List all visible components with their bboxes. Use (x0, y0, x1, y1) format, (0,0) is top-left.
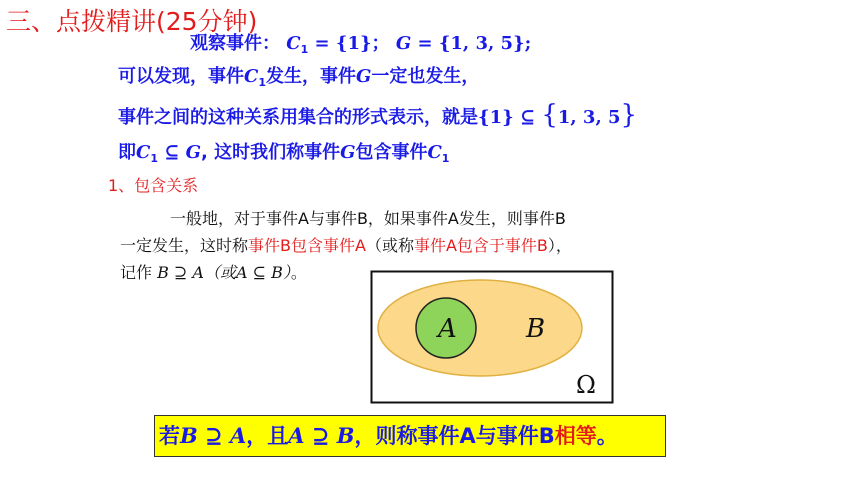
section-heading: 1、包含关系 (108, 176, 199, 195)
definition-text-a: 一定发生，这时称 (120, 236, 249, 255)
c-subscript: 1 (441, 152, 450, 165)
c-symbol: C (136, 142, 151, 163)
summary-formula-1: B ⊇ A (180, 423, 247, 448)
observe-line (190, 29, 531, 56)
notation-formula: B ⊇ A（或A ⊆ B） (157, 263, 291, 282)
label-b: B (526, 314, 546, 344)
slide-title: 三、点拨精讲(25分钟) (6, 7, 258, 36)
summary-box (154, 415, 666, 457)
conclusion-text-2: 包含事件 (355, 142, 428, 163)
brace-close: } (620, 100, 638, 130)
set-relation-text: 事件之间的这种关系用集合的形式表示，就是 (118, 107, 478, 128)
summary-prefix: 若 (159, 424, 180, 448)
summary-end: 。 (596, 424, 618, 448)
discovery-text-3: 一定也发生， (371, 66, 480, 87)
c1-subscript: 1 (300, 43, 309, 56)
c1-symbol: C (286, 33, 301, 54)
c-symbol: C (427, 142, 442, 163)
definition-line-2 (120, 233, 572, 256)
subset-symbol: ⊆ (157, 142, 186, 163)
summary-text-2: ，则称事件A与事件B (354, 424, 555, 448)
summary-text-1: ，且 (246, 424, 289, 448)
set-b-ellipse (378, 280, 582, 376)
definition-line-1: 一般地，对于事件A与事件B，如果事件A发生，则事件B (170, 209, 566, 228)
definition-text-c: ）， (547, 236, 572, 255)
notation-label: 记作 (120, 263, 158, 282)
set-one-three-five: 1, 3, 5 (557, 107, 621, 128)
c-subscript: 1 (258, 76, 266, 89)
summary-highlight: 相等 (554, 424, 597, 448)
brace-open: { (541, 100, 558, 130)
ji-text: 即 (118, 142, 136, 163)
discovery-line (118, 62, 479, 89)
set-one: {1} (478, 107, 514, 128)
g-symbol: G (395, 33, 412, 54)
discovery-text-1: 可以发现，事件 (118, 66, 244, 87)
conclusion-line (118, 138, 449, 165)
set-relation-line (118, 100, 637, 130)
c-symbol: C (244, 66, 259, 87)
c-subscript: 1 (150, 152, 158, 165)
venn-diagram (370, 270, 614, 404)
observe-label: 观察事件： (190, 33, 280, 54)
discovery-text-2: 发生，事件 (265, 66, 356, 87)
definition-text-b: （或称 (365, 236, 414, 255)
conclusion-text-1: , 这时我们称事件 (200, 142, 341, 163)
definition-line-3 (120, 260, 307, 283)
notation-end: 。 (290, 263, 307, 282)
subset-symbol: ⊆ (513, 107, 542, 128)
label-omega: Ω (576, 371, 596, 399)
c1-set: = {1}； (308, 33, 390, 54)
label-a: A (438, 314, 457, 344)
g-set: = {1, 3, 5}; (411, 33, 532, 54)
definition-highlight-1: 事件B包含事件A (248, 236, 366, 255)
definition-highlight-2: 事件A包含于事件B (413, 236, 548, 255)
g-symbol: G (340, 142, 356, 163)
g-symbol: G (185, 142, 201, 163)
summary-formula-2: A ⊇ B (288, 423, 355, 448)
g-symbol: G (355, 66, 372, 87)
